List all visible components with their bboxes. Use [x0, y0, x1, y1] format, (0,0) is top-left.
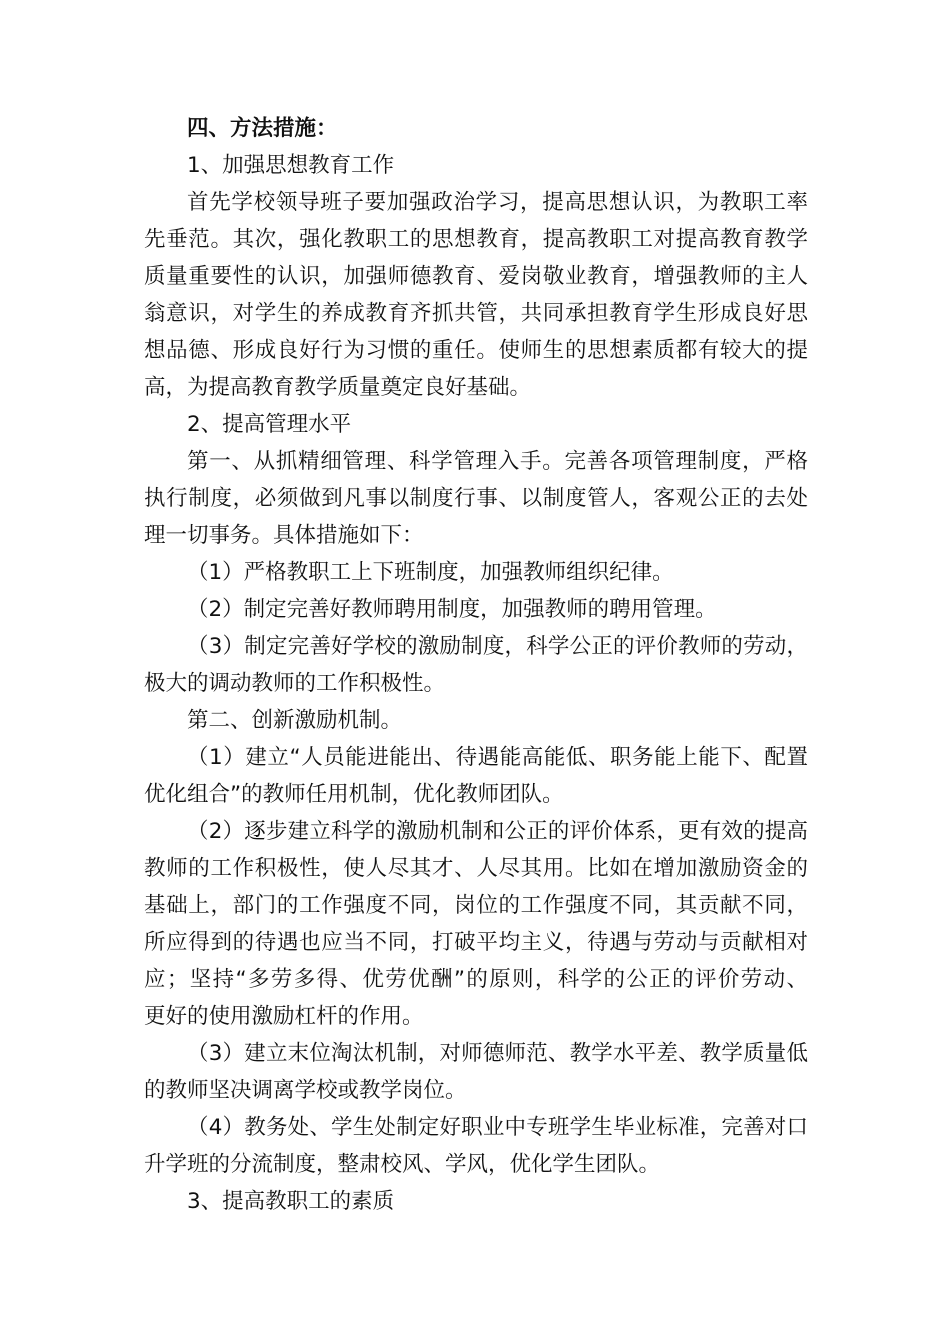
- text-line: （1）建立“人员能进能出、待遇能高能低、职务能上能下、配置: [187, 745, 808, 770]
- text-line: 应；坚持“多劳多得、优劳优酬”的原则，科学的公正的评价劳动、: [144, 967, 808, 992]
- text-line: 升学班的分流制度，整肃校风、学风，优化学生团队。: [144, 1152, 661, 1177]
- text-line: 基础上，部门的工作强度不同，岗位的工作强度不同，其贡献不同，: [144, 893, 808, 918]
- text-line: （3）制定完善好学校的激励制度，科学公正的评价教师的劳动，: [187, 634, 808, 659]
- text-line: 质量重要性的认识，加强师德教育、爱岗敬业教育，增强教师的主人: [144, 264, 808, 289]
- text-line: 优化组合”的教师任用机制，优化教师团队。: [144, 782, 564, 807]
- text-line: 翁意识，对学生的养成教育齐抓共管，共同承担教育学生形成良好思: [144, 301, 808, 326]
- document-body: [144, 110, 808, 1220]
- text-line: 理一切事务。具体措施如下：: [144, 523, 424, 548]
- text-line: 教师的工作积极性，使人尽其才、人尽其用。比如在增加激励资金的: [144, 856, 808, 881]
- text-line: （2）逐步建立科学的激励机制和公正的评价体系，更有效的提高: [187, 819, 808, 844]
- text-line: 2、提高管理水平: [187, 412, 352, 437]
- text-line: 首先学校领导班子要加强政治学习，提高思想认识，为教职工率: [187, 190, 808, 215]
- text-line: 极大的调动教师的工作积极性。: [144, 671, 446, 696]
- text-line: 执行制度，必须做到凡事以制度行事、以制度管人，客观公正的去处: [144, 486, 808, 511]
- text-line: 想品德、形成良好行为习惯的重任。使师生的思想素质都有较大的提: [144, 338, 808, 363]
- text-line: 所应得到的待遇也应当不同，打破平均主义，待遇与劳动与贡献相对: [144, 930, 808, 955]
- paragraph-lines: [144, 147, 808, 1220]
- text-line: （3）建立末位淘汰机制，对师德师范、教学水平差、教学质量低: [187, 1041, 808, 1066]
- text-line: 第一、从抓精细管理、科学管理入手。完善各项管理制度，严格: [187, 449, 808, 474]
- text-line: （2）制定完善好教师聘用制度，加强教师的聘用管理。: [187, 597, 717, 622]
- text-line: 的教师坚决调离学校或教学岗位。: [144, 1078, 467, 1103]
- text-line: 先垂范。其次，强化教职工的思想教育，提高教职工对提高教育教学: [144, 227, 808, 252]
- text-line: （1）严格教职工上下班制度，加强教师组织纪律。: [187, 560, 674, 585]
- text-line: 更好的使用激励杠杆的作用。: [144, 1004, 424, 1029]
- text-line: 1、加强思想教育工作: [187, 153, 395, 178]
- section-heading: 四、方法措施：: [187, 116, 338, 141]
- text-line: 3、提高教职工的素质: [187, 1189, 395, 1214]
- text-line: 第二、创新激励机制。: [187, 708, 403, 733]
- text-line: 高，为提高教育教学质量奠定良好基础。: [144, 375, 532, 400]
- text-line: （4）教务处、学生处制定好职业中专班学生毕业标准，完善对口: [187, 1115, 808, 1140]
